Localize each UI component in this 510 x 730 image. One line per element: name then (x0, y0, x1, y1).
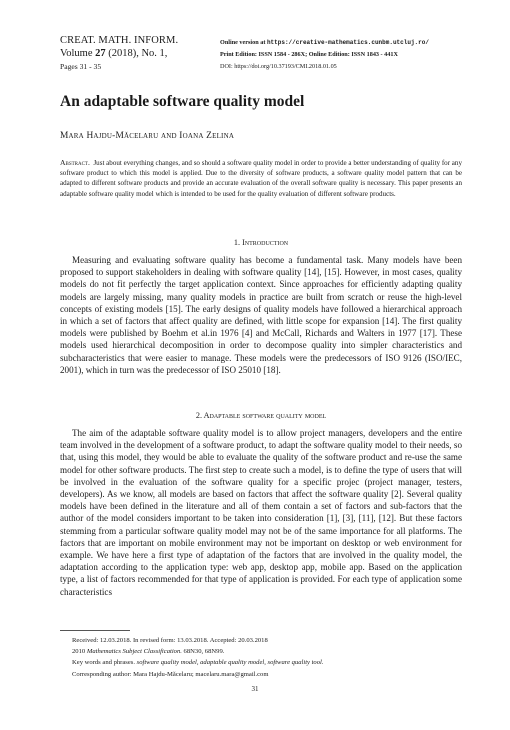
section-paragraph-adaptable-model: The aim of the adaptable software quality model is to allow project managers, developers and the entire team involved in the development of a software product, to adapt the software quality model to their needs, so that, using this model, they would be able to evaluate the quality of the software product and re-use the same model for other software products. The first step to create such a model, is to define the type of users that will be involved in the evaluation of the software quality for a specific projec (project manager, testers, developers). As we know, all models are based on factors that affect the software quality [2]. Several quality models have been defined in the literature and all of them contain a set of factors and sub-factors that the author of the model considers important to be taken into consideration [1], [3], [11], [12]. But these factors stemming from a particular software quality model may not be of the same importance for all platforms. The factors that are important on mobile environment may not be important on desktop or web environment for example. We have here a first type of adaptation of the factors that are involved in the quality model, the adaptation according to the application type: web app, desktop app, mobile app. Based on the application type, a list of factors recommended for that type of application is provided. For each type of application some characteristics (60, 428, 462, 597)
online-url-link[interactable]: https://creative-mathematics.cunbm.utcluj.ro/ (266, 39, 429, 46)
footnote-divider (60, 630, 130, 631)
msc-label: Mathematics Subject Classification. (86, 648, 182, 656)
section-heading-introduction: 1. Introduction (233, 238, 289, 247)
journal-name: CREAT. MATH. INFORM. (60, 35, 179, 46)
section-heading-adaptable-model: 2. Adaptable software quality model (195, 411, 327, 420)
keywords-label: Key words and phrases. (72, 659, 137, 667)
journal-info (60, 34, 220, 72)
abstract-label: Abstract. (60, 158, 90, 167)
volume-number: 27 (95, 48, 106, 59)
msc-prefix: 2010 (72, 648, 87, 656)
online-label: Online version at (220, 39, 267, 46)
msc-line (72, 646, 462, 657)
abstract-text: Just about everything changes, and so should a software quality model in order to provide a better understanding of quality for any software product to which this model is applied. Due to the diversity of software products, a software quality model pattern that can be adapted to different software products and provide an accurate evaluation of the overall software quality is necessary. This paper presents an adaptable software quality model which is intended to be used for the quality evaluation of different software products. (60, 159, 462, 198)
keywords-line (72, 657, 462, 668)
msc-codes: 68N30, 68N99. (181, 648, 225, 656)
corresponding-author: Corresponding author: Mara Hajdu-Măcelaru; macelaru.mara@gmail.com (72, 670, 269, 678)
abstract (60, 158, 462, 199)
volume-suffix: (2018), No. 1, (105, 48, 168, 59)
issn-line: Print Edition: ISSN 1584 - 286X; Online Edition: ISSN 1843 - 441X (220, 51, 398, 58)
author-list: Mara Hajdu-Măcelaru and Ioana Zelina (60, 131, 235, 141)
publication-info (220, 37, 505, 73)
online-version-line (220, 37, 505, 49)
page-number: 31 (251, 685, 259, 693)
page-range: Pages 31 - 35 (60, 62, 102, 71)
received-dates: Received: 12.03.2018. In revised form: 13.03.2018. Accepted: 20.03.2018 (72, 637, 268, 644)
volume-line (60, 47, 220, 60)
section-paragraph-introduction: Measuring and evaluating software quality has become a fundamental task. Many models have been proposed to support stakeholders in dealing with software quality [14], [15]. However, in most cases, quality models do not fit perfectly the target application context. Since approaches for efficiently adapting quality models are largely missing, many quality models in practice are built from scratch or reuse the high-level concepts of existing models [15]. The early designs of quality models have followed a hierarchical approach in which a set of factors that affect quality are defined, with little scope for expansion [14]. The first quality models were published by Boehm et al.in 1976 [4] and McCall, Richards and Walters in 1977 [17]. These models used hierarchical decomposition in order to decompose quality into simpler characteristics and subcharacteristics that were easier to manage. These models were the predecessors of ISO 9126 (ISO/IEC, 2001), which in turn was the predecessor of ISO 25010 [18]. (60, 255, 462, 375)
paper-title: An adaptable software quality model (60, 93, 305, 110)
keywords: software quality model, adaptable quality model, software quality tool. (136, 659, 324, 667)
volume-prefix: Volume (60, 48, 96, 59)
footnotes (72, 635, 462, 680)
doi-link[interactable]: DOI: https://doi.org/10.37193/CMI.2018.01.05 (220, 63, 337, 70)
